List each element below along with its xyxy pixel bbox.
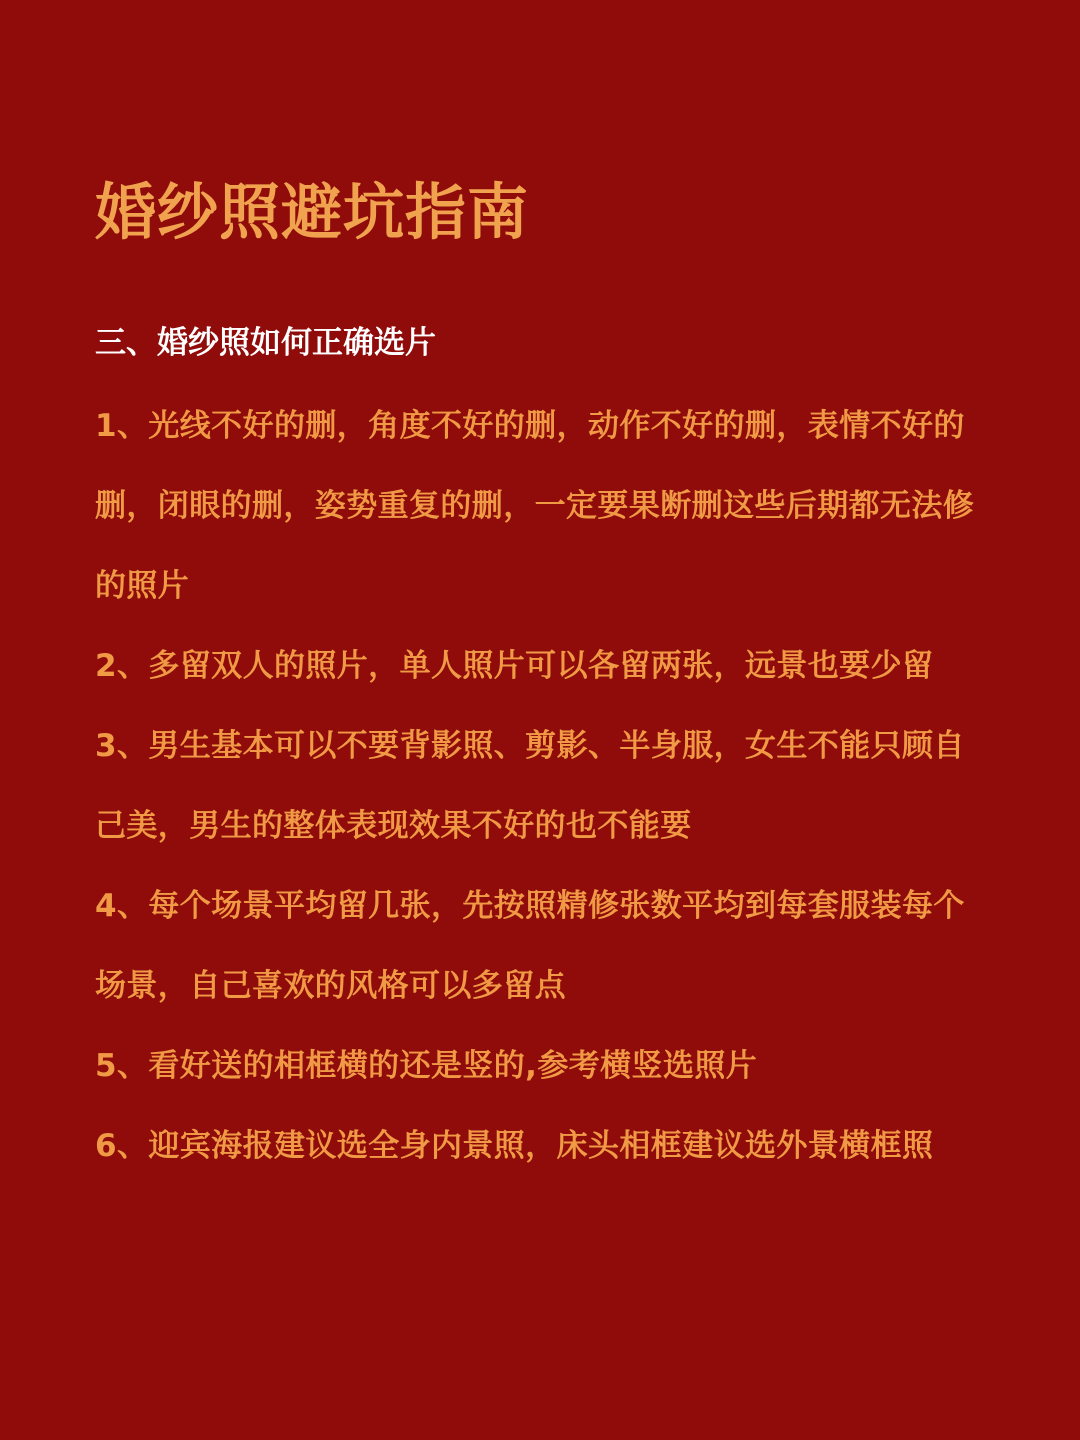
tip-item-2: 2、多留双人的照片，单人照片可以各留两张，远景也要少留 <box>95 648 934 684</box>
tip-item-5: 5、看好送的相框横的还是竖的,参考横竖选照片 <box>95 1048 758 1084</box>
tip-item-6: 6、迎宾海报建议选全身内景照，床头相框建议选外景横框照 <box>95 1128 934 1164</box>
tip-item-1: 1、光线不好的删，角度不好的删，动作不好的删，表情不好的删，闭眼的删，姿势重复的删，一定要果断删这些后期都无法修的照片 <box>95 408 975 604</box>
page-title: 婚纱照避坑指南 <box>95 177 530 248</box>
tip-item-3: 3、男生基本可以不要背影照、剪影、半身服，女生不能只顾自己美，男生的整体表现效果不好的也不能要 <box>95 728 965 844</box>
section-heading: 三、婚纱照如何正确选片 <box>95 325 436 361</box>
tips-list <box>95 386 988 1186</box>
tip-item-4: 4、每个场景平均留几张，先按照精修张数平均到每套服装每个场景，自己喜欢的风格可以多留点 <box>95 888 965 1004</box>
